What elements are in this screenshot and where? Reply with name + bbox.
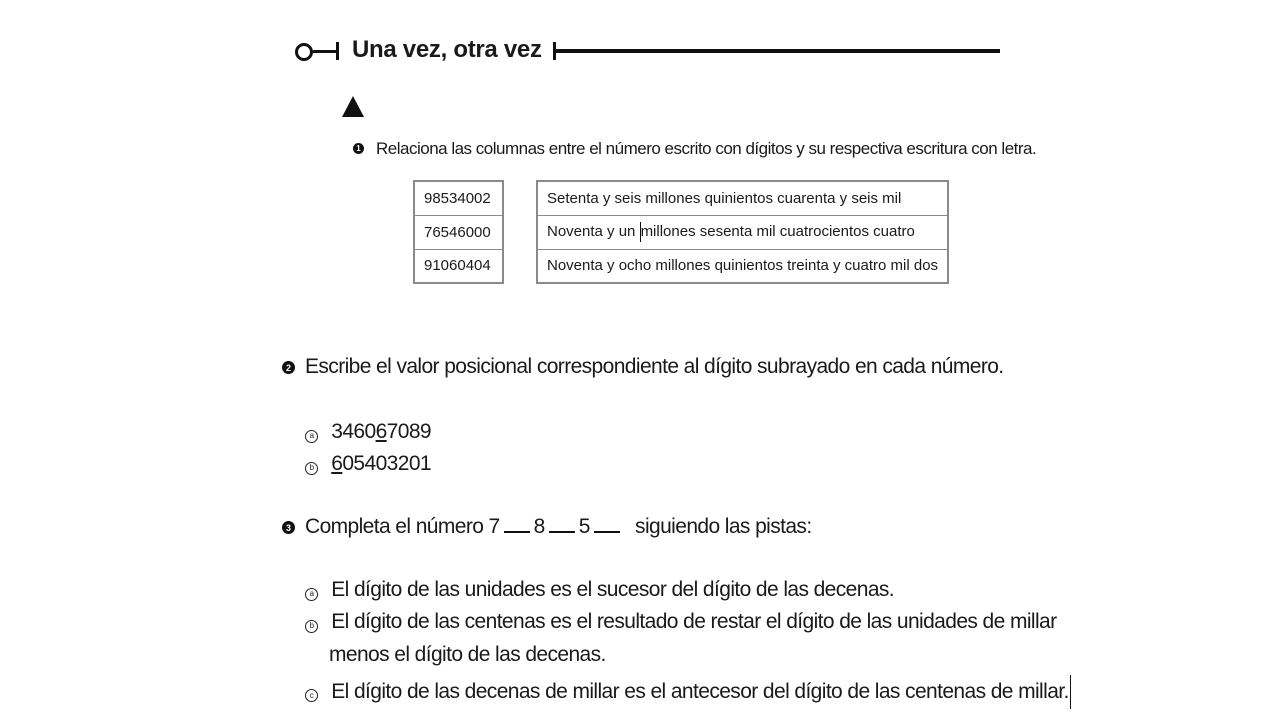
header-rule-right: [556, 49, 1000, 53]
question-3-item-c: c El dígito de las decenas de millar es el antecesor del dígito de las centenas de millar.: [305, 675, 1071, 709]
item-letter-badge: b: [305, 462, 318, 475]
question-3-item-b: b El dígito de las centenas es el resultado de restar el dígito de las unidades de millar: [305, 610, 1057, 634]
header-tick-left: [336, 42, 339, 60]
text-cursor: [1070, 675, 1071, 709]
words-cell: [537, 215, 948, 249]
question-2-text: Escribe el valor posicional correspondiente al dígito subrayado en cada número.: [305, 355, 1004, 378]
words-column-table: [536, 180, 949, 284]
words-cell-part: millones sesenta mil cuatrocientos cuatro: [640, 222, 915, 240]
number-cell: 76546000: [414, 215, 503, 249]
question-2-number-badge: 2: [282, 361, 295, 374]
question-1-text: Relaciona las columnas entre el número escrito con dígitos y su respectiva escritura con letra.: [376, 139, 1037, 158]
question-3-number-badge: 3: [282, 521, 295, 534]
item-letter-badge: a: [305, 430, 318, 443]
question-3-text: Completa el número 7 8 5 siguiendo las pistas:: [305, 515, 812, 538]
blank-line: [549, 528, 575, 533]
header-rule-left: [313, 50, 337, 53]
blank-line: [504, 528, 530, 533]
section-title: Una vez, otra vez: [352, 36, 542, 63]
words-cell: Setenta y seis millones quinientos cuarenta y seis mil: [537, 181, 948, 215]
item-letter-badge: c: [305, 689, 318, 702]
question-2-item-b: b 605403201: [305, 452, 431, 476]
question-2-item-a: a 346067089: [305, 420, 431, 444]
words-cell-part: Noventa y un: [547, 222, 640, 240]
number-cell: 91060404: [414, 249, 503, 283]
item-letter-badge: a: [305, 588, 318, 601]
underlined-digit: 6: [375, 420, 387, 443]
header-circle-ornament: [295, 43, 313, 61]
underlined-digit: 6: [331, 452, 343, 475]
words-cell: Noventa y ocho millones quinientos treinta y cuatro mil dos: [537, 249, 948, 283]
triangle-icon: [342, 96, 364, 117]
number-cell: 98534002: [414, 181, 503, 215]
question-3-item-a: a El dígito de las unidades es el sucesor del dígito de las decenas.: [305, 578, 894, 602]
blank-line: [594, 528, 620, 533]
question-3-item-b-continuation: menos el dígito de las decenas.: [329, 643, 606, 666]
numbers-column-table: [413, 180, 504, 284]
question-1-number-badge: 1: [353, 143, 364, 154]
item-letter-badge: b: [305, 620, 318, 633]
